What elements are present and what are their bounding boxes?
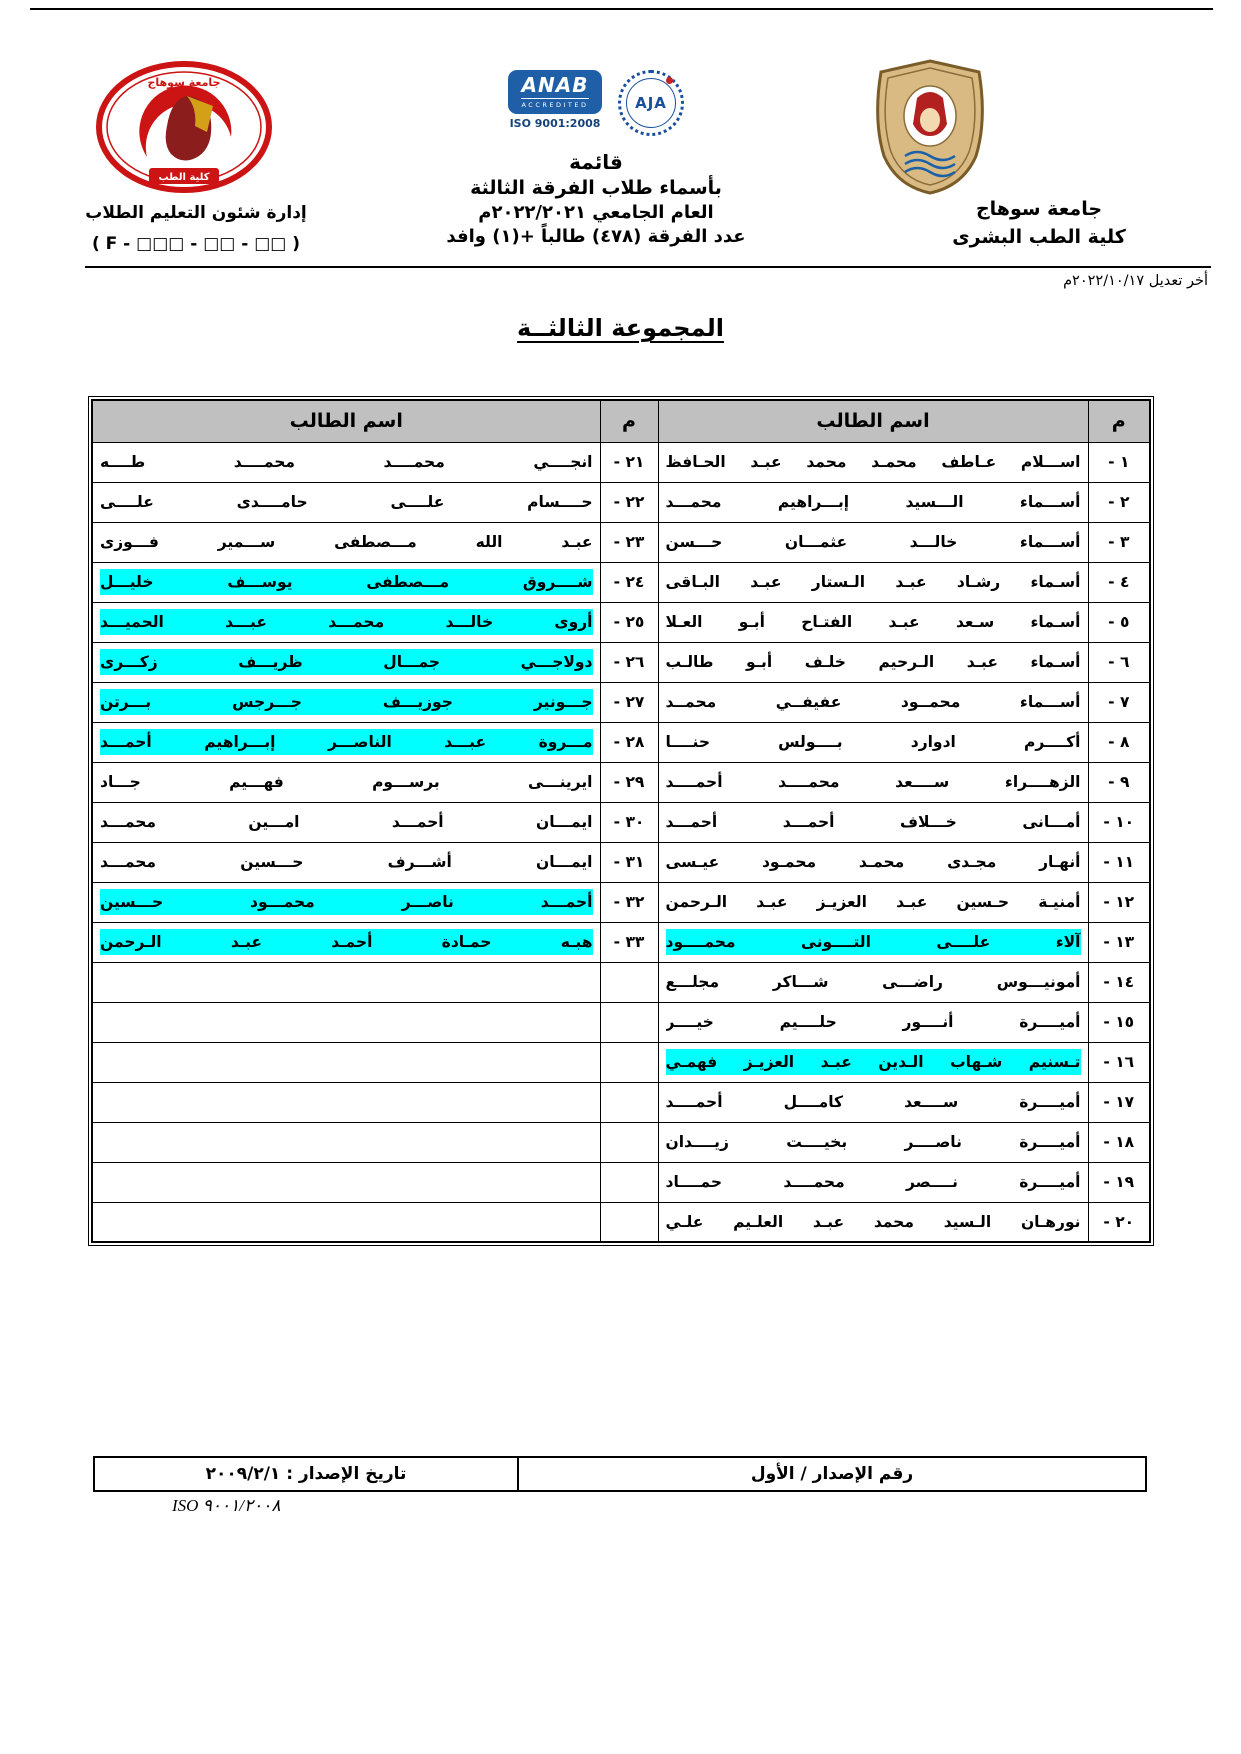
student-name: عبـد الله مـــصطفى ســـمير فـــوزى (100, 533, 593, 551)
student-name-cell-left (92, 522, 600, 562)
row-number-right: ١٣ - (1088, 922, 1150, 962)
iso-certification-note: ISO ٩٠٠١/٢٠٠٨ (172, 1496, 281, 1515)
row-number-left: ٢٨ - (600, 722, 658, 762)
row-number-left: ٢١ - (600, 442, 658, 482)
student-name-cell-right (658, 1162, 1088, 1202)
table-row (92, 882, 1150, 922)
student-name-cell-left (92, 922, 600, 962)
student-name-cell-right (658, 802, 1088, 842)
student-name: ايرينـــى برســـوم فهـــيم جـــاد (100, 773, 593, 791)
row-number-left (600, 1162, 658, 1202)
last-modified-note: أخر تعديل ٢٠٢٢/١٠/١٧م (1063, 273, 1208, 289)
row-number-left: ٢٧ - (600, 682, 658, 722)
student-name-cell-left (92, 842, 600, 882)
student-name: دولاجـــي جمـــال ظريـــف زكـــرى (100, 649, 593, 675)
student-name-cell-left (92, 682, 600, 722)
row-number-left: ٢٩ - (600, 762, 658, 802)
student-name-cell-left (92, 802, 600, 842)
student-name: أســـماء الـــسيد إبـــراهيم محمـــد (665, 493, 1081, 511)
row-number-left: ٢٢ - (600, 482, 658, 522)
anab-iso-label: ISO 9001:2008 (509, 117, 601, 130)
student-name: هبـه حمـادة أحمـد عبـد الـرحمن (100, 929, 593, 955)
student-name: انجــــي محمــــد محمــــد طــــه (100, 453, 593, 471)
row-number-right: ٨ - (1088, 722, 1150, 762)
student-name-cell-left (92, 962, 600, 1002)
row-number-left (600, 962, 658, 1002)
student-name: أسـماء سـعد عبـد الفتـاح أبـو العـلا (665, 613, 1081, 631)
student-name-cell-right (658, 882, 1088, 922)
students-table (91, 399, 1151, 1243)
row-number-right: ٥ - (1088, 602, 1150, 642)
table-row (92, 842, 1150, 882)
row-number-left: ٣١ - (600, 842, 658, 882)
table-row (92, 682, 1150, 722)
row-number-right: ١٥ - (1088, 1002, 1150, 1042)
student-name: أســـماء خالـــد عثمـــان حـــسن (665, 533, 1081, 551)
row-number-left (600, 1002, 658, 1042)
row-number-right: ١١ - (1088, 842, 1150, 882)
row-number-right: ٦ - (1088, 642, 1150, 682)
anab-logo (508, 70, 602, 130)
student-name: ايمـــان أشـــرف حـــسين محمـــد (100, 853, 593, 871)
table-row (92, 1162, 1150, 1202)
student-name-cell-left (92, 762, 600, 802)
student-name: أمـــانى خـــلاف أحمـــد أحمـــد (665, 813, 1081, 831)
table-row (92, 522, 1150, 562)
student-name: أميــــرة أنــــور حلــــيم خيــــر (665, 1013, 1081, 1031)
student-name: أحمـــد ناصـــر محمـــود حـــسين (100, 889, 593, 915)
row-number-left: ٢٤ - (600, 562, 658, 602)
student-name-cell-left (92, 1122, 600, 1162)
row-number-right: ١٩ - (1088, 1162, 1150, 1202)
university-name: جامعة سوهاج (975, 198, 1103, 220)
table-row (92, 1202, 1150, 1242)
student-name-cell-right (658, 1042, 1088, 1082)
student-name: جـــونير جوزيـــف جـــرجس بـــرتن (100, 689, 593, 715)
student-name: أســـماء محمــود عفيفــي محمــد (665, 693, 1081, 711)
student-name-cell-right (658, 722, 1088, 762)
issue-date-cell: تاريخ الإصدار : ٢٠٠٩/٢/١ (205, 1464, 407, 1484)
student-name-cell-left (92, 1002, 600, 1042)
row-number-right: ١٨ - (1088, 1122, 1150, 1162)
row-number-right: ٢ - (1088, 482, 1150, 522)
faculty-name: كلية الطب البشرى (952, 225, 1126, 248)
aja-logo (618, 70, 684, 136)
col-header-name-left: اسم الطالب (92, 400, 600, 442)
row-number-right: ١ - (1088, 442, 1150, 482)
academic-year: العام الجامعي ٢٠٢٢/٢٠٢١م (478, 202, 714, 223)
table-row (92, 762, 1150, 802)
student-name: أنهـار مجـدى محمـد محمـود عيـسى (665, 853, 1081, 871)
footer-issue-bar (93, 1456, 1147, 1492)
row-number-left: ٢٦ - (600, 642, 658, 682)
student-name: آلاء علــــى التــــونى محمــــود (666, 929, 1081, 955)
aja-logo-dot (666, 77, 673, 84)
row-number-left (600, 1042, 658, 1082)
left-logo-top-text: جامعة سوهاج (147, 76, 221, 89)
student-name-cell-left (92, 482, 600, 522)
row-number-left: ٣٠ - (600, 802, 658, 842)
row-number-right: ١٢ - (1088, 882, 1150, 922)
student-affairs-title: إدارة شئون التعليم الطلاب (85, 203, 307, 223)
row-number-right: ١٦ - (1088, 1042, 1150, 1082)
table-row (92, 722, 1150, 762)
table-row (92, 1122, 1150, 1162)
col-header-name-right: اسم الطالب (658, 400, 1088, 442)
header-center-block (428, 70, 764, 247)
student-name-cell-right (658, 562, 1088, 602)
student-name-cell-right (658, 1002, 1088, 1042)
form-code: ( F - □□□ - □□ - □□ ) (91, 234, 301, 255)
col-header-num-right: م (1088, 400, 1150, 442)
student-name: أسـماء رشـاد عبـد الـستار عبـد البـاقى (665, 573, 1081, 591)
table-row (92, 962, 1150, 1002)
row-number-left: ٢٣ - (600, 522, 658, 562)
student-name-cell-left (92, 442, 600, 482)
student-name: أسـماء عبـد الـرحيم خلـف أبـو طالـب (665, 653, 1081, 671)
student-name: أروى خالـــد محمـــد عبـــد الحميـــد (100, 609, 593, 635)
header-divider (85, 266, 1211, 268)
student-name-cell-left (92, 642, 600, 682)
list-title: قائمة (569, 150, 623, 174)
table-row (92, 802, 1150, 842)
student-name-cell-right (658, 922, 1088, 962)
row-number-right: ٤ - (1088, 562, 1150, 602)
sohag-university-logo (867, 58, 993, 196)
student-name: تـسنيم شـهاب الـدين عبـد العزيـز فهمـي (666, 1049, 1081, 1075)
row-number-left: ٢٥ - (600, 602, 658, 642)
student-name-cell-right (658, 642, 1088, 682)
class-count: عدد الفرقة (٤٧٨) طالباً +(١) وافد (446, 226, 746, 247)
student-name-cell-left (92, 562, 600, 602)
table-row (92, 442, 1150, 482)
student-name-cell-left (92, 1082, 600, 1122)
student-name: مـــروة عبـــد الناصـــر إبـــراهيم أحمـــد (100, 729, 593, 755)
student-name: أميــــرة ســــعد كامــــل أحمــــد (665, 1093, 1081, 1111)
table-row (92, 642, 1150, 682)
group-title: المجموعة الثالثــة (517, 314, 724, 342)
row-number-right: ٩ - (1088, 762, 1150, 802)
row-number-right: ٧ - (1088, 682, 1150, 722)
student-name-cell-right (658, 442, 1088, 482)
student-name-cell-left (92, 1162, 600, 1202)
row-number-left (600, 1202, 658, 1242)
student-name-cell-right (658, 762, 1088, 802)
row-number-right: ١٤ - (1088, 962, 1150, 1002)
table-row (92, 1002, 1150, 1042)
student-name-cell-right (658, 522, 1088, 562)
student-name-cell-right (658, 682, 1088, 722)
student-name-cell-left (92, 722, 600, 762)
student-name: نورهـان الـسيد محمد عبـد العلـيم علـي (665, 1212, 1081, 1231)
student-name: اســـلام عـاطف محمـد محمد عبـد الحـافظ (665, 453, 1081, 471)
certification-logos (428, 70, 764, 146)
student-name-cell-left (92, 1042, 600, 1082)
table-row (92, 602, 1150, 642)
table-header-row (92, 400, 1150, 442)
list-subtitle: بأسماء طلاب الفرقة الثالثة (470, 177, 722, 199)
students-table-frame (88, 396, 1154, 1246)
student-name: أميــــرة نــــصر محمــــد حمــــاد (665, 1173, 1081, 1191)
student-name: أمونيـــوس راضـــى شـــاكر مجلـــع (665, 973, 1081, 991)
student-name-cell-right (658, 1202, 1088, 1242)
student-name-cell-right (658, 842, 1088, 882)
student-name-cell-right (658, 482, 1088, 522)
student-name: أمنيـة حـسين عبـد العزيـز عبـد الـرحمن (665, 893, 1081, 911)
anab-accredited-label: ACCREDITED (521, 98, 588, 109)
student-affairs-block (62, 198, 330, 261)
aja-word: AJA (626, 78, 676, 128)
row-number-right: ٢٠ - (1088, 1202, 1150, 1242)
student-name: شــــروق مـــصطفى يوســـف خليـــل (100, 569, 593, 595)
student-name: الزهــــراء ســــعد محمــــد أحمــــد (665, 773, 1081, 791)
student-name-cell-left (92, 882, 600, 922)
student-name-cell-right (658, 1122, 1088, 1162)
student-name: أكــــرم ادوارد بــــولس حنــــا (665, 733, 1081, 751)
student-name-cell-right (658, 1082, 1088, 1122)
university-name-block (921, 196, 1157, 251)
student-name-cell-right (658, 602, 1088, 642)
row-number-left: ٣٢ - (600, 882, 658, 922)
faculty-of-medicine-logo (95, 60, 273, 194)
issue-number-cell: رقم الإصدار / الأول (517, 1458, 1145, 1490)
student-name: ايمـــان أحمـــد امـــين محمـــد (100, 813, 593, 831)
row-number-left (600, 1082, 658, 1122)
anab-word: ANAB (521, 73, 589, 97)
row-number-right: ١٠ - (1088, 802, 1150, 842)
row-number-left: ٣٣ - (600, 922, 658, 962)
table-row (92, 922, 1150, 962)
left-logo-bottom-text: كلية الطب (158, 172, 210, 183)
table-row (92, 482, 1150, 522)
table-row (92, 562, 1150, 602)
table-row (92, 1042, 1150, 1082)
col-header-num-left: م (600, 400, 658, 442)
student-name-cell-left (92, 602, 600, 642)
page-top-rule (30, 8, 1213, 10)
row-number-right: ٣ - (1088, 522, 1150, 562)
student-name: حــــسام علــــى حامــــدى علــــى (100, 493, 593, 511)
row-number-right: ١٧ - (1088, 1082, 1150, 1122)
table-row (92, 1082, 1150, 1122)
student-name: أميــــرة ناصــــر بخيــــت زيــــدان (665, 1133, 1081, 1151)
row-number-left (600, 1122, 658, 1162)
student-name-cell-right (658, 962, 1088, 1002)
student-name-cell-left (92, 1202, 600, 1242)
